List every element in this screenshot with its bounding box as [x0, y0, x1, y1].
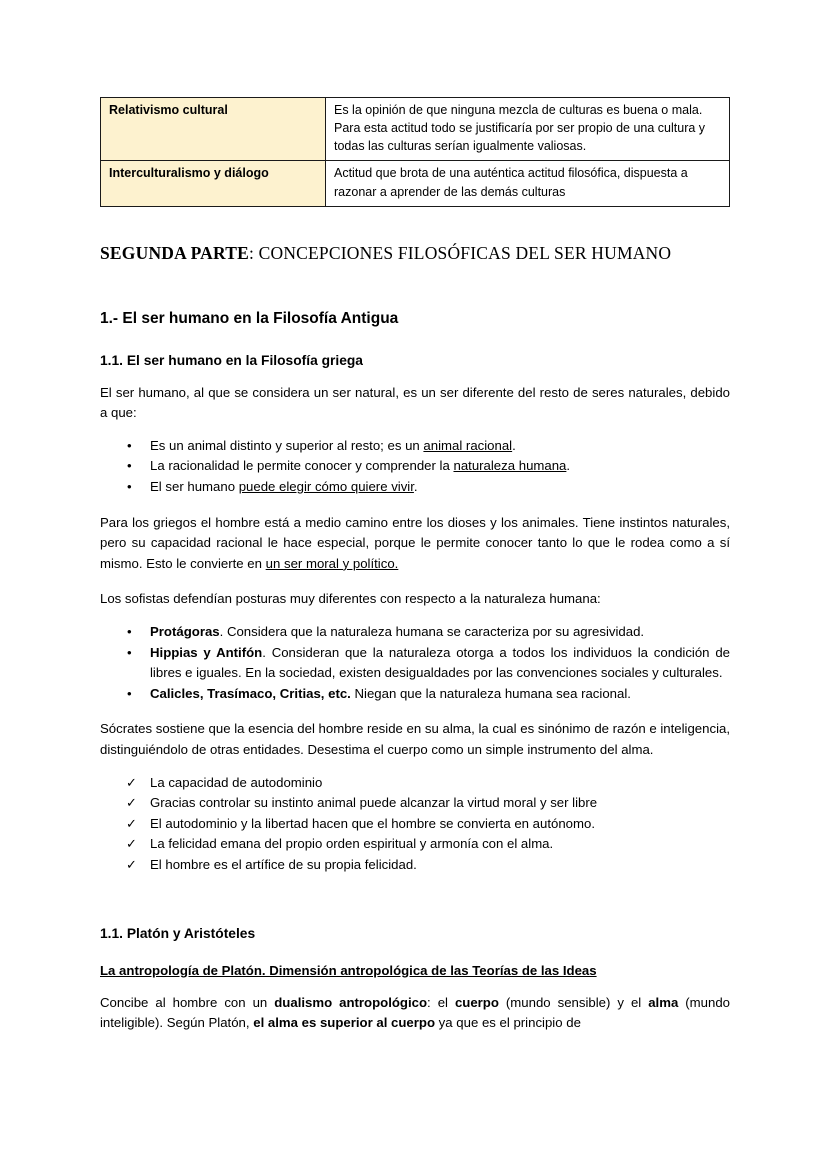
list-item-text [150, 479, 418, 494]
list-item [100, 773, 730, 794]
list-item [100, 684, 730, 705]
text-segment: El ser humano [150, 479, 239, 494]
list-item-text [150, 458, 570, 473]
bullet-icon: • [127, 437, 132, 453]
text-segment: . [566, 458, 571, 474]
check-list-socrates [100, 773, 730, 876]
part-title-bold: SEGUNDA PARTE [100, 242, 249, 263]
list-item [100, 456, 730, 477]
text-segment: . [413, 479, 418, 494]
check-icon: ✓ [126, 856, 137, 872]
text-bold: Protágoras [150, 623, 220, 639]
list-item [100, 643, 730, 684]
paragraph-socrates: Sócrates sostiene que la esencia del hombre reside en su alma, la cual es sinónimo de razón e inteligencia, distinguiéndolo de otras entidades. Desestima el cuerpo como un simple instrumento del alma. [100, 721, 730, 757]
table-term-cell: Interculturalismo y diálogo [101, 161, 326, 206]
text-bold: dualismo antropológico [274, 994, 428, 1010]
paragraph-platon [100, 993, 730, 1034]
text-underlined: animal racional [423, 437, 513, 453]
text-segment: Para los griegos el hombre está a medio camino entre los dioses y los animales. Tiene instintos naturales, pero su capacidad racional le hace especial, porque le permite conocer tanto lo que le rodea como a sí mismo. Esto le convierte en [100, 514, 730, 571]
list-item-text: La capacidad de autodominio [150, 774, 323, 790]
list-item [100, 436, 730, 457]
table-term-cell: Relativismo cultural [101, 98, 326, 161]
text-segment: Concibe al hombre con un [100, 994, 275, 1010]
list-item [100, 477, 730, 498]
text-segment: : el [427, 994, 455, 1010]
list-item-text [150, 645, 730, 681]
list-item-text [150, 438, 516, 453]
part-title-rest: : CONCEPCIONES FILOSÓFICAS DEL SER HUMANO [248, 242, 672, 263]
subsection-heading-platon-aristoteles: 1.1. Platón y Aristóteles [100, 925, 256, 941]
check-icon: ✓ [126, 774, 137, 790]
part-title [100, 243, 730, 264]
text-segment: . Considera que la naturaleza humana se caracteriza por su agresividad. [219, 623, 645, 639]
text-segment: . [512, 437, 516, 453]
bullet-icon: • [127, 644, 132, 660]
subsection-heading-griega: 1.1. El ser humano en la Filosofía griega [100, 352, 363, 368]
bullet-icon: • [127, 685, 132, 701]
list-item [100, 814, 730, 835]
table-row [101, 98, 730, 161]
text-underlined: naturaleza humana [453, 458, 567, 474]
text-segment: La racionalidad le permite conocer y comprender la [150, 458, 454, 474]
paragraph-intro: El ser humano, al que se considera un ser natural, es un ser diferente del resto de seres naturales, debido a que: [100, 384, 730, 421]
text-bold: cuerpo [454, 994, 499, 1010]
text-segment: (mundo sensible) y el [498, 994, 649, 1010]
list-item-text [150, 686, 631, 701]
list-item-text [150, 624, 644, 639]
text-underlined: un ser moral y político. [265, 555, 399, 571]
text-segment: . Consideran que la naturaleza otorga a todos los individuos la condición de libres e iguales. En la sociedad, existen desigualdades por las convenciones sociales y culturales. [150, 644, 730, 681]
bullet-icon: • [127, 479, 132, 494]
table-definition-cell: Actitud que brota de una auténtica actitud filosófica, dispuesta a razonar a aprender de las demás culturas [326, 161, 730, 206]
check-icon: ✓ [126, 795, 137, 811]
definitions-table [100, 97, 730, 207]
bullet-list-sofistas [100, 622, 730, 704]
text-segment: Niegan que la naturaleza humana sea racional. [350, 685, 631, 701]
list-item-text: La felicidad emana del propio orden espiritual y armonía con el alma. [150, 836, 554, 852]
text-segment: (mundo inteligible). Según Platón, [100, 994, 730, 1031]
check-icon: ✓ [126, 815, 137, 831]
list-item [100, 855, 730, 876]
list-item-text: El hombre es el artífice de su propia felicidad. [150, 856, 417, 872]
text-segment: ya que es el principio de [435, 1015, 581, 1031]
list-item [100, 793, 730, 814]
text-segment: Es un animal distinto y superior al resto; es un [150, 437, 424, 453]
text-bold: Hippias y Antifón [150, 644, 263, 660]
text-underlined: puede elegir cómo quiere vivir [238, 479, 414, 494]
bullet-icon: • [127, 623, 132, 639]
list-item-text: El autodominio y la libertad hacen que el hombre se convierta en autónomo. [150, 815, 595, 831]
paragraph-greeks [100, 513, 730, 575]
table-row [101, 161, 730, 206]
heading-antropologia-platon: La antropología de Platón. Dimensión antropológica de las Teorías de las Ideas [100, 962, 597, 978]
section-heading-antigua: 1.- El ser humano en la Filosofía Antigua [100, 309, 399, 327]
check-icon: ✓ [126, 836, 137, 852]
list-item [100, 834, 730, 855]
bullet-icon: • [127, 458, 132, 474]
text-bold: alma [648, 994, 679, 1010]
bullet-list-nature [100, 436, 730, 498]
list-item [100, 622, 730, 643]
table-definition-cell: Es la opinión de que ninguna mezcla de culturas es buena o mala. Para esta actitud todo se justificaría por ser propio de una cultura y todas las culturas serían igualmente valiosas. [326, 98, 730, 161]
text-bold: el alma es superior al cuerpo [253, 1015, 436, 1031]
text-bold: Calicles, Trasímaco, Critias, etc. [150, 685, 351, 701]
paragraph-sofistas-intro: Los sofistas defendían posturas muy diferentes con respecto a la naturaleza humana: [100, 591, 601, 607]
list-item-text: Gracias controlar su instinto animal puede alcanzar la virtud moral y ser libre [150, 795, 598, 811]
